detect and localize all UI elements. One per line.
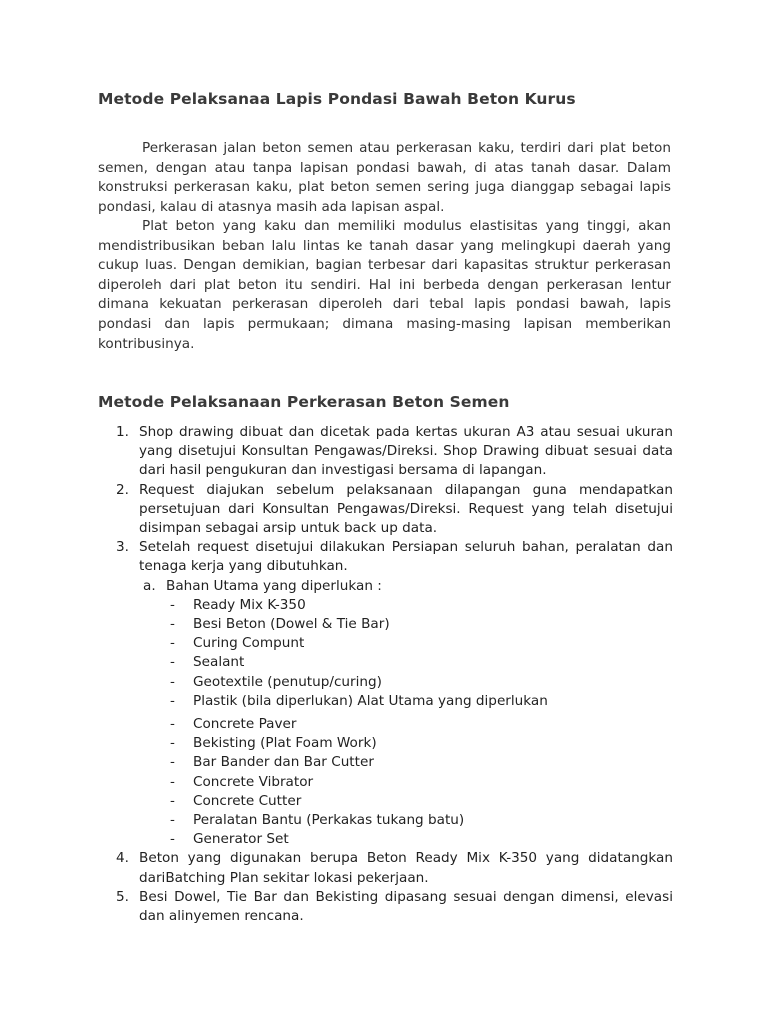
list-item [166, 773, 673, 792]
list-item [166, 596, 673, 615]
dash-marker: - [170, 616, 175, 633]
procedure-item [98, 423, 673, 481]
list-item [166, 811, 673, 830]
sub-item-text: Bahan Utama yang diperlukan : [166, 577, 382, 594]
intro-paragraph-1: Perkerasan jalan beton semen atau perkerasan kaku, terdiri dari plat beton semen, dengan atau tanpa lapisan pondasi bawah, di atas tanah dasar. Dalam konstruksi perkerasan kaku, plat beton semen sering juga dianggap sebagai lapis pondasi, kalau di atasnya masih ada lapisan aspal. [98, 140, 671, 215]
procedure-item [98, 849, 673, 887]
list-item-text: Sealant [193, 654, 245, 671]
dash-marker: - [170, 812, 175, 829]
list-item-text: Concrete Paver [193, 716, 297, 733]
list-item-text: Peralatan Bantu (Perkakas tukang batu) [193, 812, 465, 829]
list-item [166, 634, 673, 653]
section-title-perkerasan-beton: Metode Pelaksanaan Perkerasan Beton Semen [98, 393, 510, 411]
list-item-text: Concrete Vibrator [193, 773, 314, 790]
list-item-text: Geotextile (penutup/curing) [193, 673, 382, 690]
dash-marker: - [170, 596, 175, 613]
list-item [166, 673, 673, 692]
list-item-text: Concrete Cutter [193, 792, 302, 809]
procedure-item [98, 538, 673, 849]
list-item-text: Ready Mix K-350 [193, 596, 306, 613]
dash-marker: - [170, 635, 175, 652]
list-item [166, 692, 673, 711]
list-item-text: Bekisting (Plat Foam Work) [193, 735, 377, 752]
list-item [166, 653, 673, 672]
sub-list [139, 577, 673, 850]
item-text: Besi Dowel, Tie Bar dan Bekisting dipasang sesuai dengan dimensi, elevasi dan alinyemen rencana. [139, 888, 673, 925]
tools-list [166, 715, 673, 849]
sub-item-letter: a. [143, 577, 156, 594]
dash-marker: - [170, 692, 175, 709]
item-text: Setelah request disetujui dilakukan Persiapan seluruh bahan, peralatan dan tenaga kerja yang dibutuhkan. [139, 539, 673, 575]
materials-list [166, 596, 673, 711]
dash-marker: - [170, 654, 175, 671]
section-title-lapis-pondasi: Metode Pelaksanaa Lapis Pondasi Bawah Beton Kurus [98, 90, 576, 108]
list-item-text: Generator Set [193, 831, 289, 848]
list-item-text: Besi Beton (Dowel & Tie Bar) [193, 616, 390, 633]
item-number: 1. [116, 424, 129, 440]
list-item-text: Bar Bander dan Bar Cutter [193, 754, 374, 771]
list-item [166, 792, 673, 811]
list-item [166, 615, 673, 634]
item-text: Shop drawing dibuat dan dicetak pada kertas ukuran A3 atau sesuai ukuran yang disetujui Konsultan Pengawas/Direksi. Shop Drawing dibuat sesuai data dari hasil pengukuran dan investigasi bersama di lapangan. [139, 424, 673, 479]
dash-marker: - [170, 773, 175, 790]
list-item-text: Curing Compunt [193, 635, 305, 652]
list-item [166, 830, 673, 849]
list-item-text: Plastik (bila diperlukan) Alat Utama yang diperlukan [193, 692, 548, 709]
list-item [166, 734, 673, 753]
intro-paragraph-2: Plat beton yang kaku dan memiliki modulus elastisitas yang tinggi, akan mendistribusikan beban lalu lintas ke tanah dasar yang melingkupi daerah yang cukup luas. Dengan demikian, bagian terbesar dari kapasitas struktur perkerasan diperoleh dari plat beton itu sendiri. Hal ini berbeda dengan perkerasan lentur dimana kekuatan perkerasan diperoleh dari tebal lapis pondasi bawah, lapis pondasi dan lapis permukaan; dimana masing-masing lapisan memberikan kontribusinya. [98, 218, 671, 352]
item-number: 4. [116, 850, 129, 867]
item-number: 3. [116, 539, 129, 556]
list-item [166, 715, 673, 734]
item-number: 2. [116, 481, 129, 498]
dash-marker: - [170, 831, 175, 848]
item-text: Beton yang digunakan berupa Beton Ready Mix K-350 yang didatangkan dariBatching Plan sekitar lokasi pekerjaan. [139, 850, 673, 886]
dash-marker: - [170, 716, 175, 733]
list-item [166, 753, 673, 772]
dash-marker: - [170, 735, 175, 752]
item-text: Request diajukan sebelum pelaksanaan dilapangan guna mendapatkan persetujuan dari Konsultan Pengawas/Direksi. Request yang telah disetujui disimpan sebagai arsip untuk back up data. [139, 481, 673, 537]
procedure-list [98, 423, 673, 926]
dash-marker: - [170, 754, 175, 771]
item-number: 5. [116, 888, 129, 905]
dash-marker: - [170, 792, 175, 809]
sub-item [139, 577, 673, 850]
procedure-item [98, 481, 673, 539]
dash-marker: - [170, 673, 175, 690]
procedure-item [98, 888, 673, 926]
